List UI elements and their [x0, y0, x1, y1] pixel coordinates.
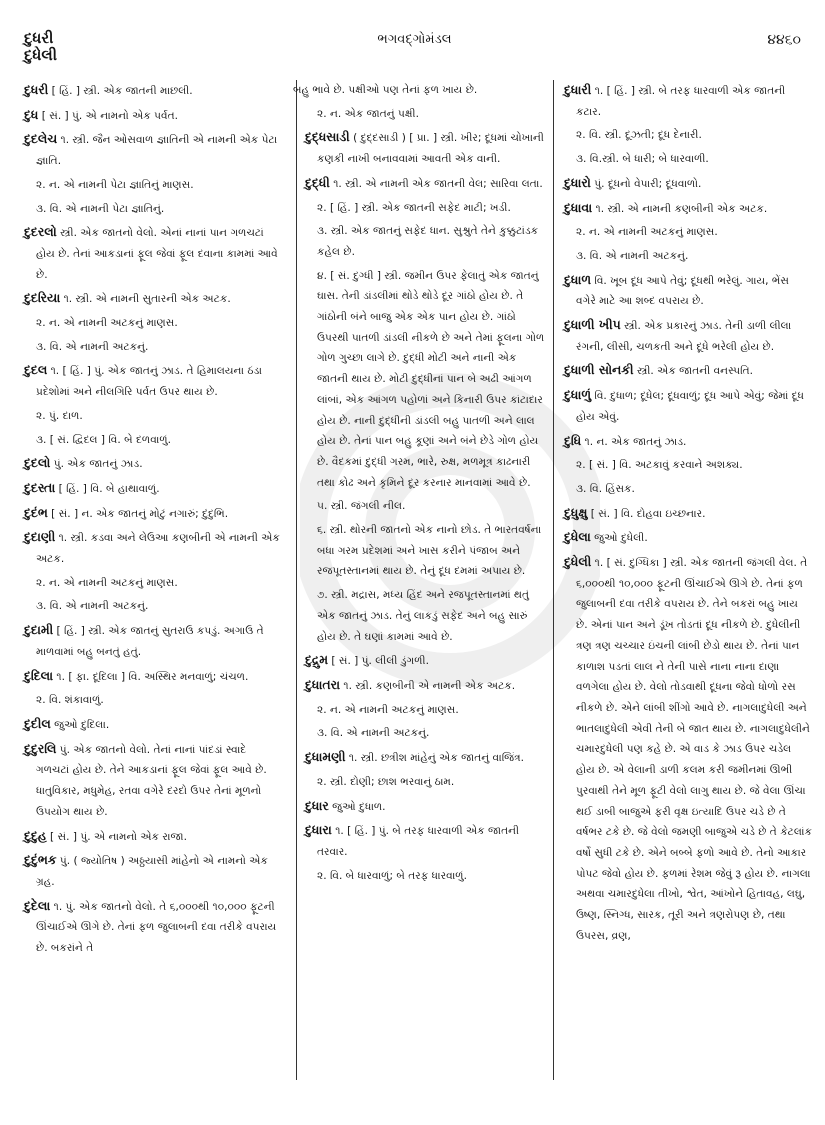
definition-text: પું. દૂધનો વેપારી; દૂધવાળો. — [590, 177, 702, 190]
sense-entry — [24, 175, 282, 196]
headword: દુદેલા — [24, 897, 51, 913]
dictionary-entry — [24, 850, 282, 892]
definition-text: ૧. સ્ત્રી. એ નામની સુતારની એક અટક. — [60, 293, 231, 306]
definition-text: ૩. વિ. એ નામની અટકનું. — [576, 249, 689, 262]
headword: દુધારા — [305, 822, 332, 838]
sense-entry — [305, 496, 545, 517]
definition-text: ૧. ન. એક જાતનું ઝાડ. — [581, 435, 687, 448]
page-title: ભગવદ્ગોમંડલ — [377, 32, 452, 47]
definition-text: ૩. વિ. એ નામની અટકનું. — [317, 727, 430, 740]
column-3 — [564, 80, 812, 1100]
dictionary-entry — [305, 127, 545, 169]
dictionary-entry — [564, 80, 812, 122]
sense-entry — [305, 266, 545, 494]
headword: દુદાણી — [24, 529, 56, 545]
definition-text: [ હિં. ] સ્ત્રી. એક જાતનું સુતરાઉ કપડું. અગાઉ તે માળવામાં બહુ બનતું હતું. — [36, 625, 264, 658]
headword: દુદામી — [24, 622, 54, 638]
headword: દુદરિયા — [24, 290, 61, 306]
definition-text: [ સં. ] પું. એ નામનો એક પર્વત. — [38, 109, 178, 122]
headword: દુધેલા — [564, 529, 591, 545]
dictionary-entry — [305, 820, 545, 862]
headword: દુધેલી — [564, 554, 592, 570]
dictionary-entry — [24, 478, 282, 500]
dictionary-columns — [24, 80, 812, 1100]
definition-text: ૧. પું. એક જાતનો વેલો. તે ૬,૦૦૦થી ૧૦,૦૦૦ ફૂટની ઊંચાઈએ ઊગે છે. તેનાં ફળ જુલાબની દવા તરીકે વપરાય છે. બકરાંને તે — [36, 900, 277, 955]
headword: દુધાળ — [564, 271, 592, 287]
definition-text: ૩. વિ. હિંસક. — [576, 482, 635, 495]
dictionary-entry — [305, 173, 545, 195]
sense-entry — [24, 430, 282, 451]
sense-entry — [305, 700, 545, 721]
dictionary-entry — [24, 360, 282, 402]
dictionary-entry — [24, 527, 282, 569]
dictionary-entry — [24, 739, 282, 823]
definition-text: ૪. [ સં. દુગ્ધી ] સ્ત્રી. જમીન ઉપર ફેલાતું એક જાતનું ઘાસ. તેની ડાંડલીમાં થોડે થોડે દૂર ગાંઠો હોય છે. તે ગાંઠોની બંને બાજુ એક એક પાન હોય છે. ગાંઠો ઉપરથી પાતળી ડાંડલી નીકળે છે અને તેમાં ફૂલના ગોળ ગોળ ગુચ્છા લાગે છે. દુદ્ધી મોટી અને નાની એક જાતની થાય છે. મોટી દુદ્ધીનાં પાન બે અઢી આંગળ લાંબાં, એક આંગળ પહોળાં અને કિનારી ઉપર કાંટાદાર હોય છે. નાની દુદ્ધીની ડાંડલી બહુ પાતળી અને લાલ હોય છે. તેનાં પાન બહુ કૂણાં અને બંને છેડે ગોળ હોય છે. વૈદકમાં દુદ્ધી ગરમ, ભારે, રુક્ષ, મળમૂત્ર કાઢનારી તથા કોઢ અને કૃમિને દૂર કરનાર માનવામાં આવે છે. — [317, 269, 545, 489]
dictionary-entry — [24, 105, 282, 127]
sense-entry — [564, 246, 812, 267]
sense-entry — [564, 222, 812, 243]
definition-text: ૧. [ હિં. ] પું. એક જાતનું ઝાડ. તે હિમાલયના ઠંડા પ્રદેશોમાં અને નીલગિરિ પર્વત ઉપર થાય છે. — [36, 365, 262, 399]
dictionary-entry — [293, 80, 545, 101]
definition-text: સ્ત્રી. એક જાતની વનસ્પતિ. — [633, 365, 753, 378]
sense-entry — [24, 337, 282, 358]
dictionary-entry — [24, 453, 282, 475]
definition-text: ૩. સ્ત્રી. એક જાતનું સફેદ ધાન. સુશ્રુતે તેને કુક્કુટાંડક કહેલ છે. — [317, 225, 539, 258]
dictionary-entry — [564, 385, 812, 427]
definition-text: જુઓ દુધેલી. — [590, 532, 648, 545]
dictionary-entry — [305, 650, 545, 672]
headword: દુદુહ — [24, 827, 47, 843]
definition-text: સ્ત્રી. એક પ્રકારનું ઝાડ. તેની ડાળી લીલા રંગની, લીસી, ચળકતી અને દૂધે ભરેલી હોય છે. — [576, 320, 792, 353]
definition-text: ૨. વિ. શંકાવાળું. — [36, 694, 104, 707]
definition-text: ૩. વિ.સ્ત્રી. બે ધારી; બે ધારવાળી. — [576, 153, 709, 166]
definition-text: ૨. ન. એ નામની અટકનું માણસ. — [36, 576, 178, 589]
definition-text: ૩. વિ. એ નામની અટકનું. — [36, 340, 149, 353]
column-1 — [24, 80, 282, 1100]
definition-text: ૧. સ્ત્રી. કડવા અને લેઉઆ કણબીની એ નામની એક અટક. — [36, 532, 280, 566]
headword: દુદિલા — [24, 667, 54, 683]
definition-text: ૨. ન. એ નામની અટકનું માણસ. — [576, 226, 718, 239]
definition-text: ૧. [ હિં. ] સ્ત્રી. બે તરફ ધારવાળી એક જાતની કટાર. — [576, 85, 786, 118]
sense-entry — [24, 690, 282, 711]
dictionary-entry — [564, 552, 812, 946]
sense-entry — [24, 596, 282, 617]
dictionary-entry — [24, 826, 282, 848]
sense-entry — [305, 723, 545, 744]
definition-text: ૧. સ્ત્રી. કણબીની એ નામની એક અટક. — [340, 679, 516, 692]
sense-entry — [24, 406, 282, 427]
headword: દુધ — [24, 106, 39, 122]
dictionary-entry — [564, 173, 812, 195]
definition-text: જુઓ દુદિલા. — [50, 718, 110, 731]
headword: દુદીલ — [24, 715, 51, 731]
headword: દુધરી — [24, 82, 49, 97]
definition-text: ૩. વિ. એ નામની પેટા જ્ઞાતિનું. — [36, 202, 165, 215]
definition-text: પું. ( જ્યોતિષ ) અઠ્ઠયાસી માંહેનો એ નામનો એક ગ્રહ. — [36, 855, 268, 888]
dictionary-entry — [24, 896, 282, 959]
definition-text: ૧. સ્ત્રી. એ નામની એક જાતની વેલ; સારિવા લતા. — [329, 177, 543, 190]
headword: દુધિ — [564, 432, 582, 448]
headword: દુધાવા — [564, 199, 593, 215]
dictionary-entry — [564, 360, 812, 382]
definition-text: ૨. ન. એ નામની અટકનું માણસ. — [36, 317, 178, 330]
sense-entry — [305, 866, 545, 887]
dictionary-entry — [24, 222, 282, 285]
dictionary-entry — [564, 270, 812, 312]
guide-word-last: દુધેલી — [24, 46, 58, 64]
definition-text: ૨. સ્ત્રી. દોણી; છાશ ભરવાનું ઠામ. — [317, 775, 455, 788]
definition-text: પું. એક જાતનું ઝાડ. — [50, 458, 143, 471]
definition-text: ૭. સ્ત્રી. મદ્રાસ, મધ્ય હિંદ અને રજપૂતસ્તાનમાં થતું એક જાતનું ઝાડ. તેનું લાકડું સફેદ અને બહુ સારું હોય છે. તે ઘણાં કામમાં આવે છે. — [317, 589, 530, 643]
dictionary-entry — [24, 288, 282, 310]
headword: દુદ્ધી — [305, 174, 330, 190]
sense-entry — [305, 104, 545, 125]
dictionary-entry — [24, 620, 282, 662]
definition-text: ૨. ન. એક જાતનું પક્ષી. — [317, 107, 419, 120]
definition-text: ૫. સ્ત્રી. જંગલી નીલ. — [317, 500, 406, 513]
definition-text: ૨. વિ. સ્ત્રી. દૂઝતી; દૂધ દેનારી. — [576, 129, 702, 142]
headword: દુધાળી સોનકી — [564, 362, 634, 378]
guide-word-first: દુધરી — [24, 29, 54, 47]
dictionary-entry — [305, 747, 545, 769]
definition-text: ૩. વિ. એ નામની અટકનું. — [36, 600, 149, 613]
headword: દુદ્ધસાડી — [305, 129, 350, 145]
headword: દુધાળી ખીપ — [564, 317, 621, 333]
definition-text: [ સં. ] પું. એ નામનો એક રાજા. — [46, 830, 187, 843]
definition-text: જુઓ દુધાળ. — [328, 800, 386, 813]
sense-entry — [24, 199, 282, 220]
sense-entry — [24, 313, 282, 334]
definition-text: ૧. [ હિં. ] પું. બે તરફ ધારવાળી એક જાતની તરવાર. — [317, 825, 520, 858]
definition-text: ( દુદ્દસાડી ) [ પ્રા. ] સ્ત્રી. ખીર; દૂધમાં ચોખાની કણકી નાખી બનાવવામાં આવતી એક વાની. — [317, 132, 544, 166]
sense-entry — [305, 198, 545, 219]
sense-entry — [564, 149, 812, 170]
definition-text: ૬. સ્ત્રી. થોરની જાતનો એક નાનો છોડ. તે ભારતવર્ષના બધા ગરમ પ્રદેશમાં અને ખાસ કરીને પંજાબ અને રજપૂતસ્તાનમાં થાય છે. તેનું દૂધ દમમાં અપાય છે. — [317, 524, 542, 578]
definition-text: ૨. ન. એ નામની પેટા જ્ઞાતિનું માણસ. — [36, 178, 194, 191]
definition-text: બહુ ભાવે છે. પક્ષીઓ પણ તેનાં ફળ ખાય છે. — [293, 84, 478, 96]
sense-entry — [564, 479, 812, 500]
headword: દુદુંભક — [24, 852, 57, 868]
headword: દુધાર — [305, 797, 329, 813]
dictionary-entry — [24, 666, 282, 688]
headword: દુદંભ — [24, 504, 48, 520]
dictionary-entry — [564, 527, 812, 549]
definition-text: [ હિં. ] સ્ત્રી. એક જાતની માછલી. — [48, 85, 193, 97]
dictionary-entry — [24, 80, 282, 102]
definition-text: ૧. [ ફા. દૂદિલા ] વિ. અસ્થિર મનવાળું; ચંચળ. — [53, 670, 249, 683]
headword: દુદરલો — [24, 224, 57, 240]
sense-entry — [305, 772, 545, 793]
dictionary-entry — [305, 675, 545, 697]
page-header — [24, 29, 805, 64]
dictionary-entry — [305, 796, 545, 818]
definition-text: ૧. [ સં. દુગ્ધિકા ] સ્ત્રી. એક જાતની જંગલી વેલ. તે ૬,૦૦૦થી ૧૦,૦૦૦ ફૂટની ઊંચાઈએ ઊગે છે. તેનાં ફળ જુલાબની દવા તરીકે વપરાય છે. તેને બકરાં બહુ ખાય છે. એનાં પાન અને ડૂંખ તોડતાં દૂધ નીકળે છે. દુધેલીની ત્રણ ત્રણ ચચ્ચાર ઇંચની લાંબી છેડો થાય છે. તેનાં પાન કાળાશ પડતાં લાલ ને તેની પાસે નાના નાના દાણા વળગેલા હોય છે. વેલો તોડવાથી દૂધના જેવો ધોળો રસ નીકળે છે. એને લાંબી શીંગો આવે છે. નાગલાદુધેલી અને ભાતલાદુધેલી એવી તેની બે જાત થાય છે. નાગલાદુધેલીને ચમારદુધેલી પણ કહે છે. એ વાડ કે ઝાડ ઉપર ચડેલ હોય છે. એ વેલાની ડાળી કલમ કરી જમીનમાં ઊભી પુરવાથી તેને મૂળ ફૂટી વેલો લાગુ થાય છે. જે વેલા ઊંચા થઈ ડાબી બાજુએ ફરી વૃક્ષ ઇત્યાદિ ઉપર ચડે છે તે વર્ષભર ટકે છે. જે વેલો જમણી બાજુએ ચડે છે તે કેટલાંક વર્ષો સુધી ટકે છે. એને બબ્બે ફળો આવે છે. તેનો આકાર પોપટ જેવો હોય છે. ફળમાં રેશમ જેવું રૂ હોય છે. નાગલા અથવા ચમારદુધેલા તીખો, શ્વેત, આંખોને હિતાવહ, લઘુ, ઉષ્ણ, સ્નિગ્ધ, સારક, તૂરી અને ત્રણરોપણ છે, તથા ઉપરસ, વ્રણ, — [576, 557, 812, 942]
headword: દુદસ્તા — [24, 479, 56, 495]
sense-entry — [305, 520, 545, 582]
dictionary-entry — [564, 315, 812, 357]
headword: દુદલો — [24, 455, 51, 471]
headword: દુદલ — [24, 362, 48, 378]
definition-text: વિ. ખૂબ દૂધ આપે તેવું; દૂધથી ભરેલું. ગાય, ભેંસ વગેરે માટે આ શબ્દ વપરાય છે. — [576, 274, 789, 308]
sense-entry — [564, 125, 812, 146]
sense-entry — [305, 221, 545, 262]
dictionary-entry — [24, 714, 282, 736]
headword: દુધુક્ષુ — [564, 504, 588, 520]
definition-text: [ સં. ] ન. એક જાતનું મોટું નગારું; દુંદુભિ. — [47, 507, 229, 520]
sense-entry — [305, 585, 545, 647]
definition-text: [ હિં. ] વિ. બે હાથાવાળું. — [55, 482, 160, 495]
definition-text: ૨. ન. એ નામની અટકનું માણસ. — [317, 703, 459, 716]
dictionary-entry — [564, 431, 812, 453]
definition-text: ૨. વિ. બે ધારવાળું; બે તરફ ધારવાળું. — [317, 869, 467, 882]
definition-text: પું. એક જાતનો વેલો. તેનાં નાનાં પાંદડાં સ્વાદે ગળચટાં હોય છે. તેને આકડાનાં ફૂલ જેવાં ફૂલ આવે છે. ધાતુવિકાર, મધુમેહ, રતવા વગેરે દરદો ઉપર તેનાં મૂળનો ઉપયોગ થાય છે. — [36, 743, 267, 818]
headword: દુદ્રુમ — [305, 652, 328, 668]
headword: દુધારી — [564, 82, 592, 97]
definition-text: ૧. સ્ત્રી. છત્રીશ માંહેનું એક જાતનું વાજિંત્ર. — [345, 752, 525, 765]
definition-text: ૧. સ્ત્રી. જૈન ઓસવાળ જ્ઞાતિની એ નામની એક પેટા જ્ઞાતિ. — [36, 134, 278, 168]
headword: દુદુરલિ — [24, 740, 57, 756]
definition-text: ૨. [ સં. ] વિ. અટકાવું કરવાને અશક્ય. — [576, 459, 743, 472]
dictionary-entry — [564, 503, 812, 525]
headword: દુધામણી — [305, 749, 346, 765]
sense-entry — [564, 455, 812, 476]
definition-text: વિ. દુધાળ; દૂધેલ; દૂધવાળું; દૂધ આપે એવું; જેમાં દૂધ હોય એવું. — [576, 390, 804, 423]
definition-text: ૨. [ હિં. ] સ્ત્રી. એક જાતની સફેદ માટી; ખડી. — [317, 201, 511, 214]
sense-entry — [24, 573, 282, 594]
column-2 — [293, 80, 554, 1080]
dictionary-entry — [564, 198, 812, 220]
headword: દુધારો — [564, 174, 591, 190]
dictionary-entry — [24, 503, 282, 525]
definition-text: ૧. સ્ત્રી. એ નામની કણબીની એક અટક. — [592, 202, 768, 215]
headword: દુદલેચ — [24, 131, 58, 147]
dictionary-entry — [24, 129, 282, 171]
definition-text: ૩. [ સં. દ્વિદલ ] વિ. બે દળવાળું. — [36, 433, 172, 446]
definition-text: [ સં. ] પું. લીલી ડુંગળી. — [328, 655, 429, 668]
definition-text: [ સં. ] વિ. દોહવા ઇચ્છનાર. — [587, 507, 706, 520]
definition-text: સ્ત્રી. એક જાતનો વેલો. એનાં નાનાં પાન ગળચટાં હોય છે. તેનાં આકડાનાં ફૂલ જેવાં ફૂલ દવાના કામમાં આવે છે. — [36, 227, 278, 281]
headword: દુધાળું — [564, 387, 592, 403]
page-number: ૪૪૬૦ — [767, 32, 801, 48]
definition-text: ૨. પું. દાળ. — [36, 409, 83, 422]
headword: દુધાતરા — [305, 676, 341, 692]
